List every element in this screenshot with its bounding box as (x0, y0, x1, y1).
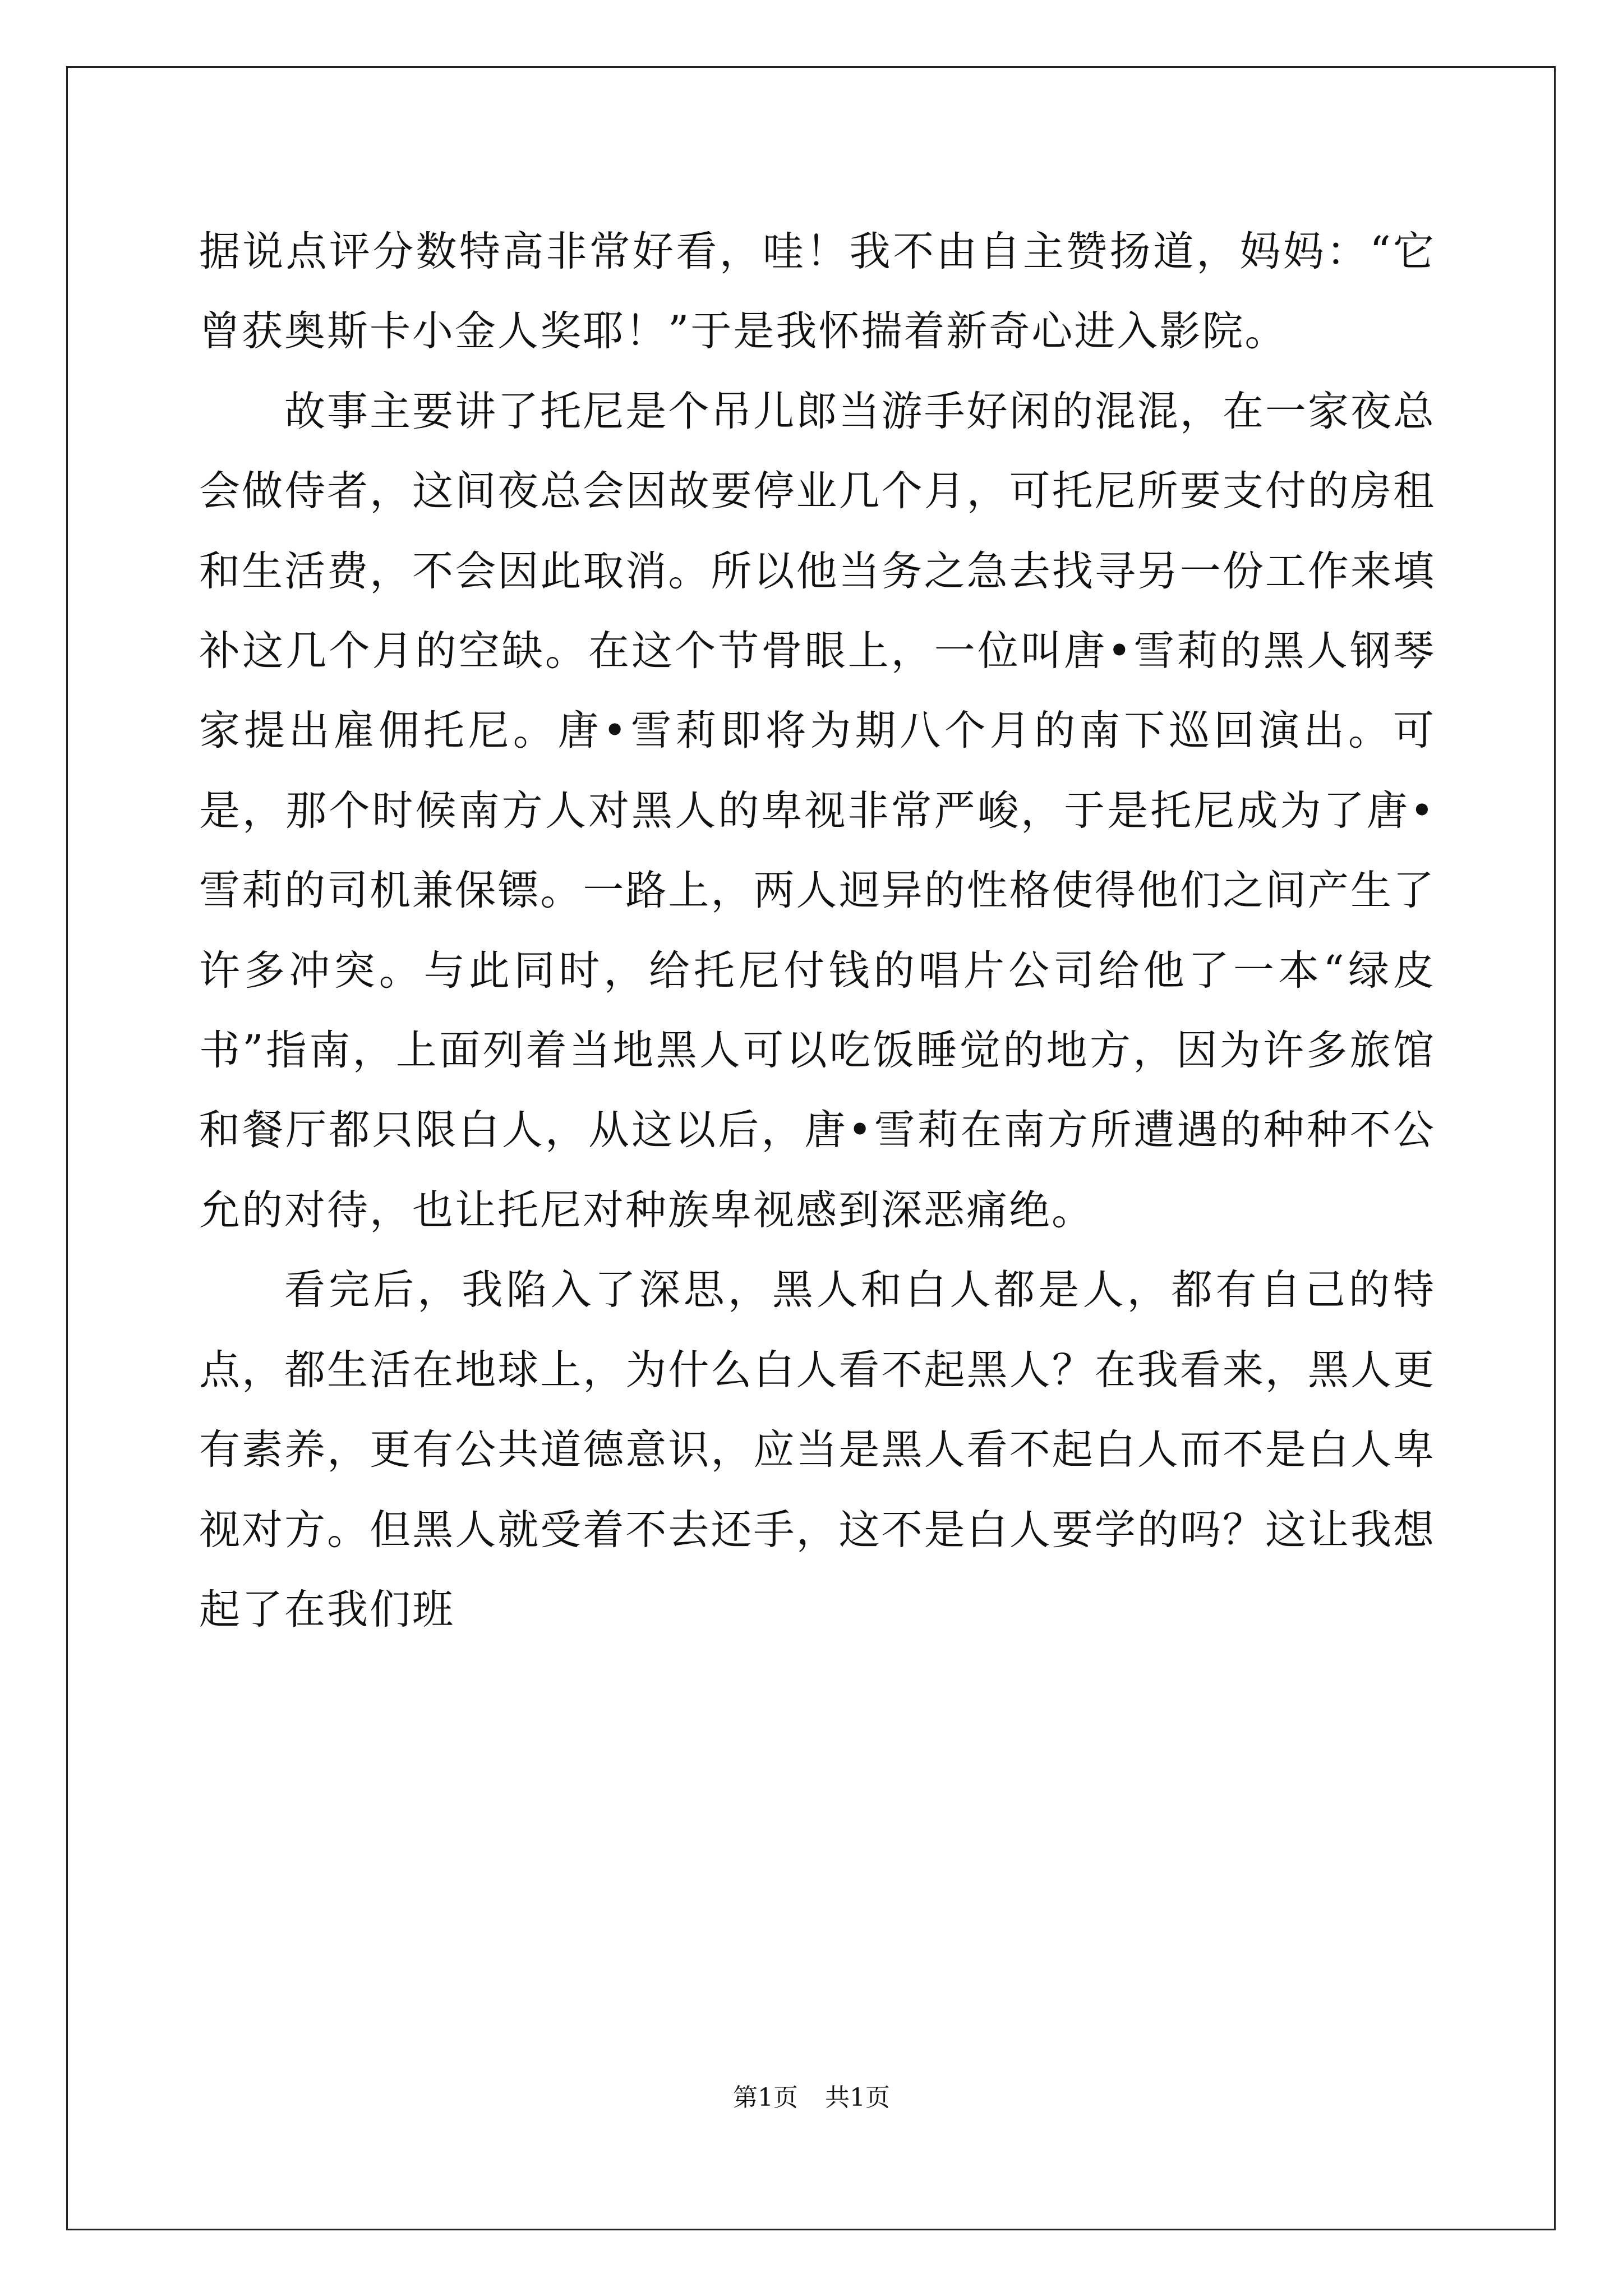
page-footer (0, 2081, 1623, 2115)
paragraph-2: 故事主要讲了托尼是个吊儿郎当游手好闲的混混，在一家夜总会做侍者，这间夜总会因故要停业几个月，可托尼所要支付的房租和生活费，不会因此取消。所以他当务之急去找寻另一份工作来填补这几个月的空缺。在这个节骨眼上，一位叫唐•雪莉的黑人钢琴家提出雇佣托尼。唐•雪莉即将为期八个月的南下巡回演出。可是，那个时候南方人对黑人的卑视非常严峻，于是托尼成为了唐•雪莉的司机兼保镖。一路上，两人迥异的性格使得他们之间产生了许多冲突。与此同时，给托尼付钱的唱片公司给他了一本“绿皮书”指南，上面列着当地黑人可以吃饭睡觉的地方，因为许多旅馆和餐厅都只限白人，从这以后，唐•雪莉在南方所遭遇的种种不公允的对待，也让托尼对种族卑视感到深恶痛绝。 (199, 387, 1436, 1234)
paragraph-3: 看完后，我陷入了深思，黑人和白人都是人，都有自己的特点，都生活在地球上，为什么白人看不起黑人？在我看来，黑人更有素养，更有公共道德意识，应当是黑人看不起白人而不是白人卑视对方。但黑人就受着不去还手，这不是白人要学的吗？这让我想起了在我们班 (199, 1266, 1436, 1634)
document-body (199, 212, 1436, 1650)
paragraph-1: 据说点评分数特高非常好看，哇！我不由自主赞扬道，妈妈：“它曾获奥斯卡小金人奖耶！”于是我怀揣着新奇心进入影院。 (199, 228, 1436, 356)
page-total: 共1页 (825, 2083, 890, 2112)
page-number: 第1页 (733, 2083, 798, 2112)
